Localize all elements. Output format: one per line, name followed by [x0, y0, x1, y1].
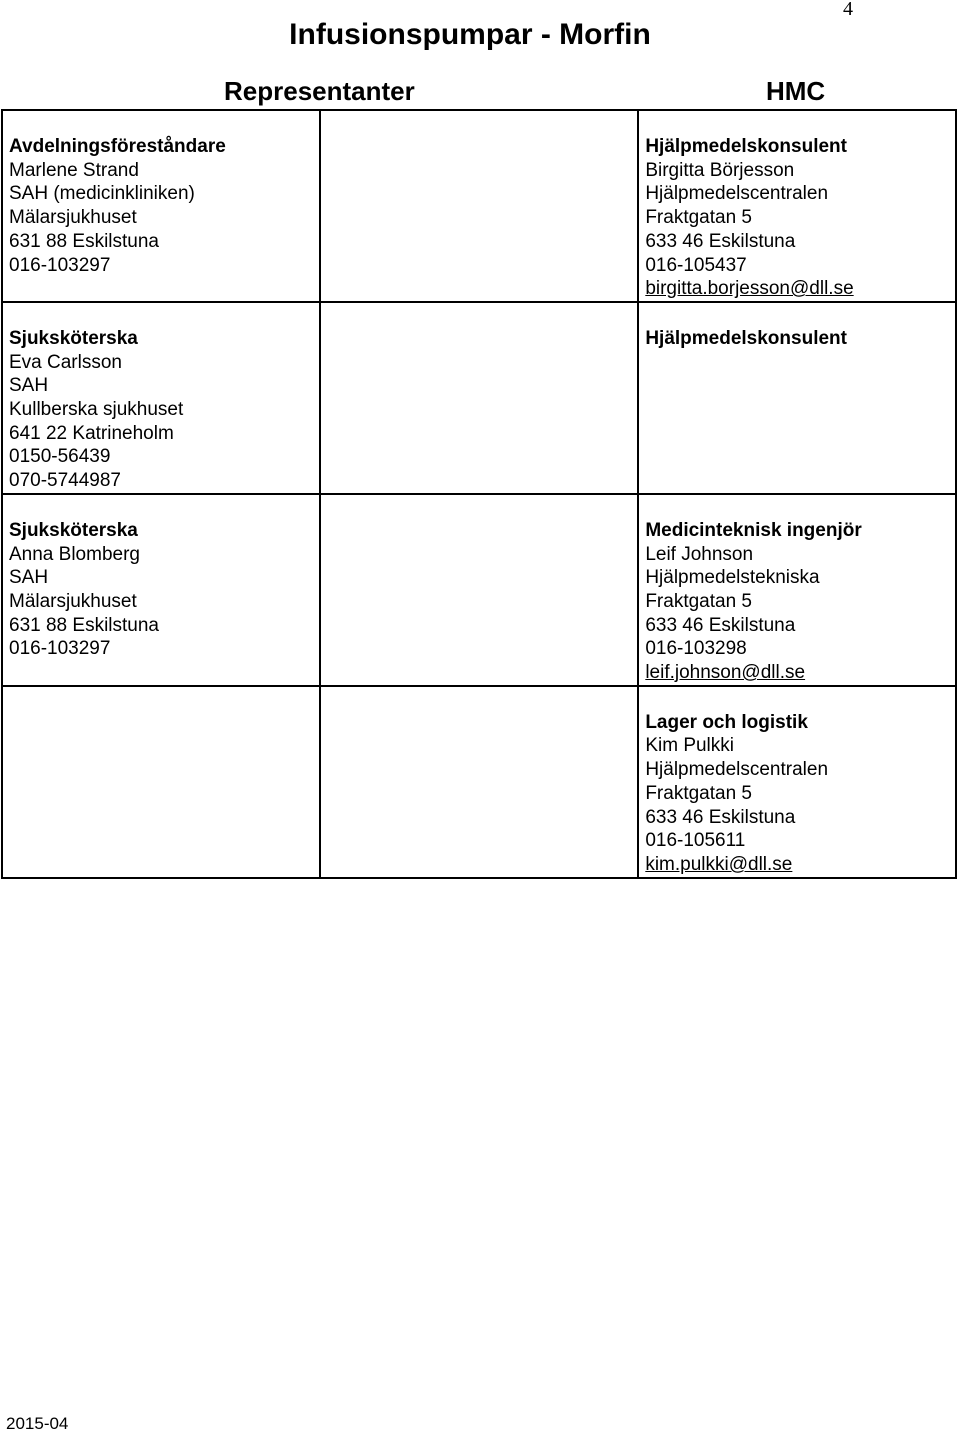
- contact-unit: Hjälpmedelstekniska: [645, 567, 820, 589]
- contact-name: Kim Pulkki: [645, 735, 734, 757]
- contact-hospital: Mälarsjukhuset: [9, 207, 137, 229]
- contact-street: Fraktgatan 5: [645, 207, 752, 229]
- table-row: [2, 494, 956, 686]
- contact-street: Fraktgatan 5: [645, 590, 752, 612]
- contact-role: Avdelningsföreståndare: [9, 136, 226, 157]
- empty-cell: [320, 110, 639, 302]
- contact-name: Birgitta Börjesson: [645, 159, 795, 181]
- contact-email-link[interactable]: birgitta.borjesson@dll.se: [645, 278, 854, 300]
- contact-email-link[interactable]: leif.johnson@dll.se: [645, 662, 806, 684]
- contact-role: Sjuksköterska: [9, 327, 138, 349]
- contact-postal: 633 46 Eskilstuna: [645, 614, 796, 636]
- hmc-cell: [638, 302, 956, 494]
- contact-hospital: Kullberska sjukhuset: [9, 399, 184, 421]
- contact-name: Anna Blomberg: [9, 543, 140, 565]
- hmc-cell: [638, 686, 956, 878]
- contact-unit: SAH (medicinkliniken): [9, 183, 195, 205]
- contact-name: Eva Carlsson: [9, 351, 122, 373]
- contact-role: Medicinteknisk ingenjör: [645, 519, 862, 541]
- contact-card: [3, 111, 319, 277]
- contact-postal: 633 46 Eskilstuna: [645, 230, 796, 252]
- contact-postal: 631 88 Eskilstuna: [9, 614, 159, 636]
- page-number: 4: [843, 0, 853, 20]
- contact-phone: 016-103297: [9, 638, 111, 660]
- contact-phone: 016-105437: [645, 254, 747, 276]
- contact-card: [639, 687, 955, 877]
- contact-unit: Hjälpmedelscentralen: [645, 183, 829, 205]
- contact-postal: 633 46 Eskilstuna: [645, 806, 796, 828]
- contact-name: Marlene Strand: [9, 159, 139, 181]
- representative-cell: [2, 110, 320, 302]
- contact-role: Hjälpmedelskonsulent: [645, 136, 847, 157]
- contact-unit: SAH: [9, 375, 49, 397]
- contact-card: [3, 495, 319, 661]
- contact-role: Sjuksköterska: [9, 519, 138, 541]
- contact-card: [639, 303, 955, 351]
- contact-street: Fraktgatan 5: [645, 782, 752, 804]
- table-row: [2, 686, 956, 878]
- table-row: [2, 302, 956, 494]
- contact-card: [639, 495, 955, 685]
- contact-email-link[interactable]: kim.pulkki@dll.se: [645, 853, 793, 875]
- footer-date: 2015-04: [6, 1414, 69, 1433]
- contact-phone: 0150-56439: [9, 446, 111, 468]
- contact-role: Lager och logistik: [645, 711, 808, 733]
- representatives-header: Representanter: [224, 76, 415, 106]
- table-row: [2, 110, 956, 302]
- empty-cell: [320, 686, 639, 878]
- hmc-cell: [638, 494, 956, 686]
- representative-cell: [2, 302, 320, 494]
- contact-unit: SAH: [9, 567, 49, 589]
- representative-cell: [2, 494, 320, 686]
- contact-postal: 631 88 Eskilstuna: [9, 230, 159, 252]
- contact-card: [3, 303, 319, 493]
- contact-hospital: Mälarsjukhuset: [9, 590, 137, 612]
- contact-phone: 016-105611: [645, 830, 746, 852]
- empty-cell: [320, 494, 639, 686]
- document-title: Infusionspumpar - Morfin: [289, 18, 651, 51]
- empty-cell: [2, 686, 320, 878]
- contact-mobile: 070-5744987: [9, 470, 121, 492]
- contact-postal: 641 22 Katrineholm: [9, 422, 174, 444]
- contact-unit: Hjälpmedelscentralen: [645, 759, 829, 781]
- contact-phone: 016-103297: [9, 254, 111, 276]
- contact-name: Leif Johnson: [645, 543, 754, 565]
- contact-phone: 016-103298: [645, 638, 747, 660]
- hmc-header: HMC: [766, 76, 826, 106]
- contact-role: Hjälpmedelskonsulent: [645, 327, 847, 349]
- empty-cell: [320, 302, 639, 494]
- contacts-table: [1, 109, 957, 879]
- contact-card: [639, 111, 955, 301]
- hmc-cell: [638, 110, 956, 302]
